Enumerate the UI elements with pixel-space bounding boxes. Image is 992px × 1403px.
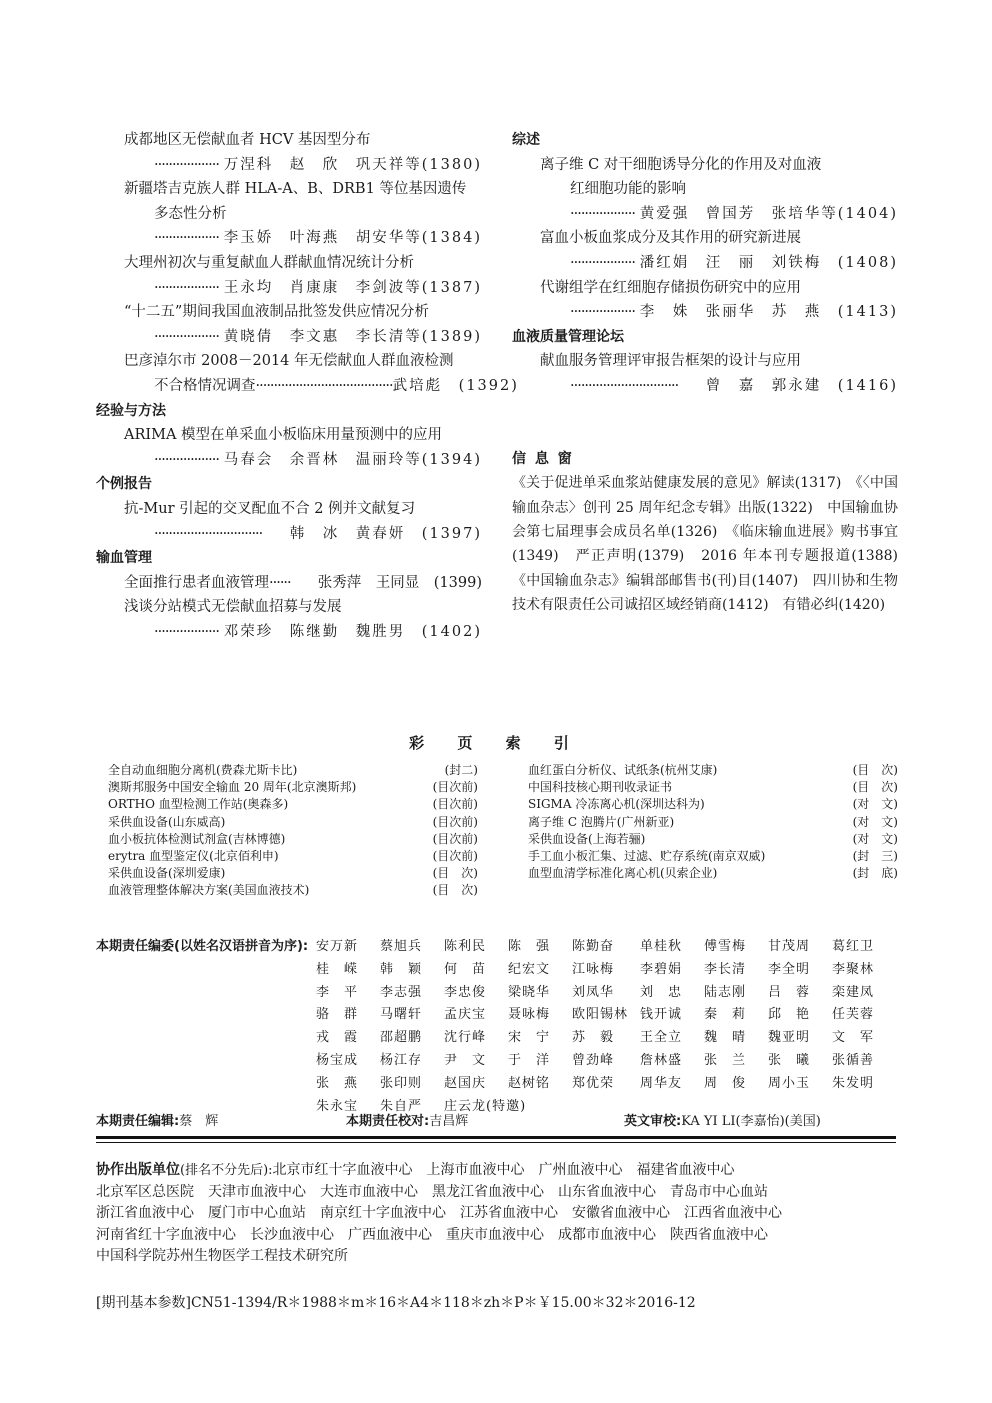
- article-title: 大理州初次与重复献血人群献血情况统计分析: [124, 254, 414, 271]
- editor-name: 张 燕: [316, 1075, 359, 1091]
- color-page-name: 采供血设备(深圳爱康): [108, 866, 226, 881]
- color-page-entry: [528, 762, 898, 779]
- color-page-entry: [528, 814, 898, 831]
- editor-name: 纪宏文: [508, 961, 551, 977]
- color-page-location: (目次前): [432, 780, 478, 795]
- section-heading: 经验与方法: [96, 402, 166, 419]
- editor-name: 尹 文: [444, 1052, 487, 1068]
- color-page-location: (目 次): [432, 866, 478, 881]
- editor-name: 钱开诚: [640, 1007, 683, 1023]
- color-page-name: 采供血设备(山东威高): [108, 814, 226, 829]
- color-page-location: (目次前): [432, 849, 478, 864]
- article-title: ARIMA 模型在单采血小板临床用量预测中的应用: [124, 427, 443, 444]
- editor-name: 赵国庆: [444, 1075, 487, 1091]
- color-page-location: (对 文): [852, 831, 898, 846]
- editor-name: 骆 群: [316, 1007, 359, 1023]
- staff-line: [96, 1110, 896, 1129]
- editor-name: 庄云龙(特邀): [444, 1098, 527, 1114]
- coop-note: (排名不分先后):: [180, 1163, 273, 1178]
- params-label: [期刊基本参数]: [96, 1295, 191, 1311]
- english-reviewer: KA YI LI(李嘉怡)(美国): [681, 1114, 821, 1129]
- color-page-location: (目 次): [432, 883, 478, 898]
- coop-line: 河南省红十字血液中心 长沙血液中心 广西血液中心 重庆市血液中心 成都市血液中心 陕西省血液中心: [96, 1226, 768, 1243]
- editor-name: 李忠俊: [444, 984, 487, 1000]
- editor-name: 周 俊: [704, 1075, 747, 1091]
- editor-name: 张 曦: [768, 1052, 811, 1068]
- left-column: [96, 128, 519, 644]
- editor-name: 陈利民: [444, 939, 487, 954]
- color-page-entry: [528, 865, 898, 882]
- article-authors: ·················· 李玉娇 叶海燕 胡安华等(1384): [154, 230, 482, 247]
- editor-name: 王全立: [640, 1030, 683, 1046]
- color-page-entry: [108, 779, 478, 796]
- editor-name: 梁晓华: [508, 984, 551, 1000]
- color-page-location: (目次前): [432, 831, 478, 846]
- editor-name: 魏 晴: [704, 1030, 747, 1046]
- color-page-entry: [108, 848, 478, 865]
- editor-name: 杨宝成: [316, 1052, 359, 1068]
- editor-row: [316, 1004, 896, 1027]
- article-title: 离子维 C 对干细胞诱导分化的作用及对血液: [540, 156, 822, 173]
- editor-name: 蔡 辉: [179, 1114, 219, 1129]
- color-page-location: (目 次): [852, 780, 898, 795]
- article-title: 浅谈分站模式无偿献血招募与发展: [124, 599, 342, 616]
- color-page-name: 中国科技核心期刊收录证书: [528, 780, 673, 795]
- section-heading: 个例报告: [96, 476, 152, 493]
- color-page-name: SIGMA 冷冻离心机(深圳达科为): [528, 797, 705, 812]
- color-page-name: 手工血小板汇集、过滤、贮存系统(南京双威): [528, 849, 766, 864]
- editor-row: [316, 959, 896, 982]
- editor-name: 江咏梅: [572, 961, 615, 977]
- right-column: [512, 128, 912, 618]
- article-authors: ·················· 李 姝 张丽华 苏 燕 (1413): [570, 304, 898, 321]
- proof-label: 本期责任校对:: [346, 1114, 430, 1129]
- editor-name: 于 洋: [508, 1052, 551, 1068]
- editor-name: 邵超鹏: [380, 1030, 423, 1046]
- editor-name: 文 军: [832, 1030, 875, 1046]
- article-title: 抗-Mur 引起的交叉配血不合 2 例并文献复习: [124, 500, 416, 517]
- editor-name: 李全明: [768, 961, 811, 977]
- editor-name: 刘 忠: [640, 984, 683, 1000]
- article-title-cont: 红细胞功能的影响: [570, 181, 686, 198]
- color-page-name: ORTHO 血型检测工作站(奥森多): [108, 797, 289, 812]
- article-authors: ·················· 万涅科 赵 欣 巩天祥等(1380): [154, 156, 482, 173]
- color-page-name: 离子维 C 泡腾片(广州新亚): [528, 814, 675, 829]
- params-value: CN51-1394/R＊1988＊m＊16＊A4＊118＊zh＊P＊￥15.00＊32＊2016-12: [190, 1295, 696, 1311]
- editor-name: 桂 嵘: [316, 961, 359, 977]
- article-authors: ·················· 马春会 余晋林 温丽玲等(1394): [154, 451, 482, 468]
- editor-names: [316, 936, 896, 1118]
- color-page-name: 采供血设备(上海若骊): [528, 831, 646, 846]
- color-page-name: 血小板抗体检测试剂盒(吉林博德): [108, 831, 286, 846]
- editor-name: 张印则: [380, 1075, 423, 1091]
- coop-line: 北京军区总医院 天津市血液中心 大连市血液中心 黑龙江省血液中心 山东省血液中心 青岛市中心血站: [96, 1183, 768, 1200]
- editors-block: [96, 936, 896, 1118]
- color-page-entry: [528, 796, 898, 813]
- editor-row: [316, 1050, 896, 1073]
- article-title-cont: 多态性分析: [154, 205, 227, 222]
- article-title: 成都地区无偿献血者 HCV 基因型分布: [124, 132, 371, 148]
- color-page-entry: [108, 762, 478, 779]
- article-authors: 不合格情况调查 ······································ 武培彪 (1392): [154, 377, 519, 394]
- editor-row: [316, 1073, 896, 1096]
- color-page-location: (目次前): [432, 797, 478, 812]
- editor-name: 李长清: [704, 961, 747, 977]
- editor-name: 葛红卫: [832, 939, 875, 954]
- coop-label: 协作出版单位: [96, 1162, 180, 1178]
- divider: [96, 1142, 896, 1143]
- editor-name: 詹林盛: [640, 1052, 683, 1068]
- color-page-entry: [528, 779, 898, 796]
- editor-name: 吕 蓉: [768, 984, 811, 1000]
- color-page-entry: [528, 831, 898, 848]
- article-title: 富血小板血浆成分及其作用的研究新进展: [540, 230, 801, 247]
- coop-line: 北京市红十字血液中心 上海市血液中心 广州血液中心 福建省血液中心: [272, 1162, 735, 1178]
- editor-name: 郑优荣: [572, 1075, 615, 1091]
- color-page-location: (对 文): [852, 814, 898, 829]
- editors-label: 本期责任编委(以姓名汉语拼音为序):: [96, 939, 309, 954]
- color-page-name: 血液管理整体解决方案(美国血液技术): [108, 883, 310, 898]
- editor-name: 蔡旭兵: [380, 939, 423, 954]
- editor-name: 马曙轩: [380, 1007, 423, 1023]
- color-page-location: (对 文): [852, 797, 898, 812]
- color-page-entry: [108, 814, 478, 831]
- color-page-entry: [528, 848, 898, 865]
- color-page-location: (目次前): [432, 814, 478, 829]
- coop-line: 中国科学院苏州生物医学工程技术研究所: [96, 1248, 348, 1265]
- color-page-entry: [108, 865, 478, 882]
- editor-name: 李志强: [380, 984, 423, 1000]
- info-window-text: 《关于促进单采血浆站健康发展的意见》解读(1317) 《〈中国输血杂志〉创刊 25 周年纪念专辑》出版(1322) 中国输血协会第七届理事会成员名单(1326) 《临床输血进展》购书事宜(1349) 严正声明(1379) 2016 年本刊专题报道(1388) 《中国输血杂志》编辑部邮售书(刊)目(1407) 四川协和生物技术有限责任公司诚招区域经销商(1412) 有错必纠(1420): [512, 475, 912, 614]
- editor-name: 聂咏梅: [508, 1007, 551, 1023]
- section-heading: 综述: [512, 132, 540, 148]
- journal-params: [96, 1292, 696, 1312]
- proof-name: 吉昌辉: [429, 1114, 469, 1129]
- editor-name: 曾劲峰: [572, 1052, 615, 1068]
- editor-name: 朱永宝: [316, 1098, 359, 1114]
- editor-name: 安万新: [316, 939, 359, 954]
- color-page-index-left: [108, 762, 478, 900]
- color-page-name: 澳斯邦服务中国安全输血 20 周年(北京澳斯邦): [108, 780, 357, 795]
- editor-name: 单桂秋: [640, 939, 683, 954]
- color-page-name: 血红蛋白分析仪、试纸条(杭州艾康): [528, 763, 718, 777]
- article-authors: ·················· 王永均 肖康康 李剑波等(1387): [154, 279, 482, 296]
- color-page-location: (封 三): [852, 849, 898, 864]
- color-page-entry: [108, 882, 478, 899]
- editor-name: 张 兰: [704, 1052, 747, 1068]
- section-heading: 信 息 窗: [512, 450, 574, 467]
- editor-name: 陈勤奋: [572, 939, 615, 954]
- cooperating-units: [96, 1160, 896, 1268]
- editor-name: 朱自严: [380, 1098, 423, 1114]
- editor-name: 李聚林: [832, 961, 875, 977]
- color-page-index-right: [528, 762, 898, 882]
- editor-name: 刘凤华: [572, 984, 615, 1000]
- article-title: “十二五”期间我国血液制品批签发供应情况分析: [124, 304, 429, 321]
- article-title: 献血服务管理评审报告框架的设计与应用: [540, 353, 801, 370]
- editor-row: [316, 936, 896, 959]
- editor-name: 甘茂周: [768, 939, 811, 954]
- article-title: 新疆塔吉克族人群 HLA-A、B、DRB1 等位基因遗传: [124, 181, 467, 198]
- article-title: 巴彦淖尔市 2008－2014 年无偿献血人群血液检测: [124, 353, 454, 370]
- editor-name: 周华友: [640, 1075, 683, 1091]
- color-page-location: (目 次): [852, 763, 898, 777]
- editor-name: 邱 艳: [768, 1007, 811, 1023]
- color-page-index-title: 彩 页 索 引: [409, 734, 583, 752]
- english-review-label: 英文审校:: [624, 1114, 682, 1129]
- article-authors: ······························ 韩 冰 黄春妍 (1397): [154, 525, 482, 542]
- editor-name: 孟庆宝: [444, 1007, 487, 1023]
- article-authors: ·················· 潘红娟 汪 丽 刘铁梅 (1408): [570, 254, 898, 271]
- editor-name: 李碧娟: [640, 961, 683, 977]
- color-page-name: erytra 血型鉴定仪(北京佰利申): [108, 849, 279, 864]
- editor-name: 苏 毅: [572, 1030, 615, 1046]
- editor-name: 周小玉: [768, 1075, 811, 1091]
- editor-name: 秦 莉: [704, 1007, 747, 1023]
- editor-name: 欧阳锡林: [572, 1007, 629, 1023]
- editor-name: 赵树铭: [508, 1075, 551, 1091]
- editor-name: 朱发明: [832, 1075, 875, 1091]
- editor-name: 陈 强: [508, 939, 551, 954]
- article-title: 代谢组学在红细胞存储损伤研究中的应用: [540, 279, 801, 296]
- section-heading: 输血管理: [96, 550, 152, 567]
- coop-line: 浙江省血液中心 厦门市中心血站 南京红十字血液中心 江苏省血液中心 安徽省血液中心 江西省血液中心: [96, 1205, 782, 1222]
- editor-name: 魏亚明: [768, 1030, 811, 1046]
- article-authors: ······························ 曾 嘉 郭永建 (1416): [570, 377, 898, 394]
- color-page-name: 血型血清学标准化离心机(贝索企业): [528, 866, 718, 881]
- article-authors: ·················· 黄晓倩 李文惠 李长清等(1389): [154, 328, 482, 345]
- color-page-location: (封二): [444, 763, 478, 777]
- color-page-entry: [108, 831, 478, 848]
- editor-name: 陆志刚: [704, 984, 747, 1000]
- editor-name: 栾建凤: [832, 984, 875, 1000]
- editor-name: 张循善: [832, 1052, 875, 1068]
- editor-name: 傅雪梅: [704, 939, 747, 954]
- editor-label: 本期责任编辑:: [96, 1114, 180, 1129]
- editor-row: [316, 1027, 896, 1050]
- color-page-entry: [108, 796, 478, 813]
- color-page-name: 全自动血细胞分离机(费森尤斯卡比): [108, 763, 298, 777]
- editor-name: 宋 宁: [508, 1030, 551, 1046]
- editor-name: 李 平: [316, 984, 359, 1000]
- editor-name: 沈行峰: [444, 1030, 487, 1046]
- editor-name: 戎 霞: [316, 1030, 359, 1046]
- color-page-location: (封 底): [852, 866, 898, 881]
- article-title: 全面推行患者血液管理 ······ 张秀萍 王同显 (1399): [124, 574, 482, 591]
- article-authors: ·················· 黄爱强 曾国芳 张培华等(1404): [570, 205, 898, 222]
- editor-name: 任芙蓉: [832, 1007, 875, 1023]
- editor-row: [316, 982, 896, 1005]
- divider: [96, 1136, 896, 1139]
- article-authors: ·················· 邓荣珍 陈继勤 魏胜男 (1402): [154, 623, 482, 640]
- section-heading: 血液质量管理论坛: [512, 328, 624, 345]
- editor-name: 韩 颖: [380, 961, 423, 977]
- editor-name: 何 苗: [444, 961, 487, 977]
- editor-name: 杨江存: [380, 1052, 423, 1068]
